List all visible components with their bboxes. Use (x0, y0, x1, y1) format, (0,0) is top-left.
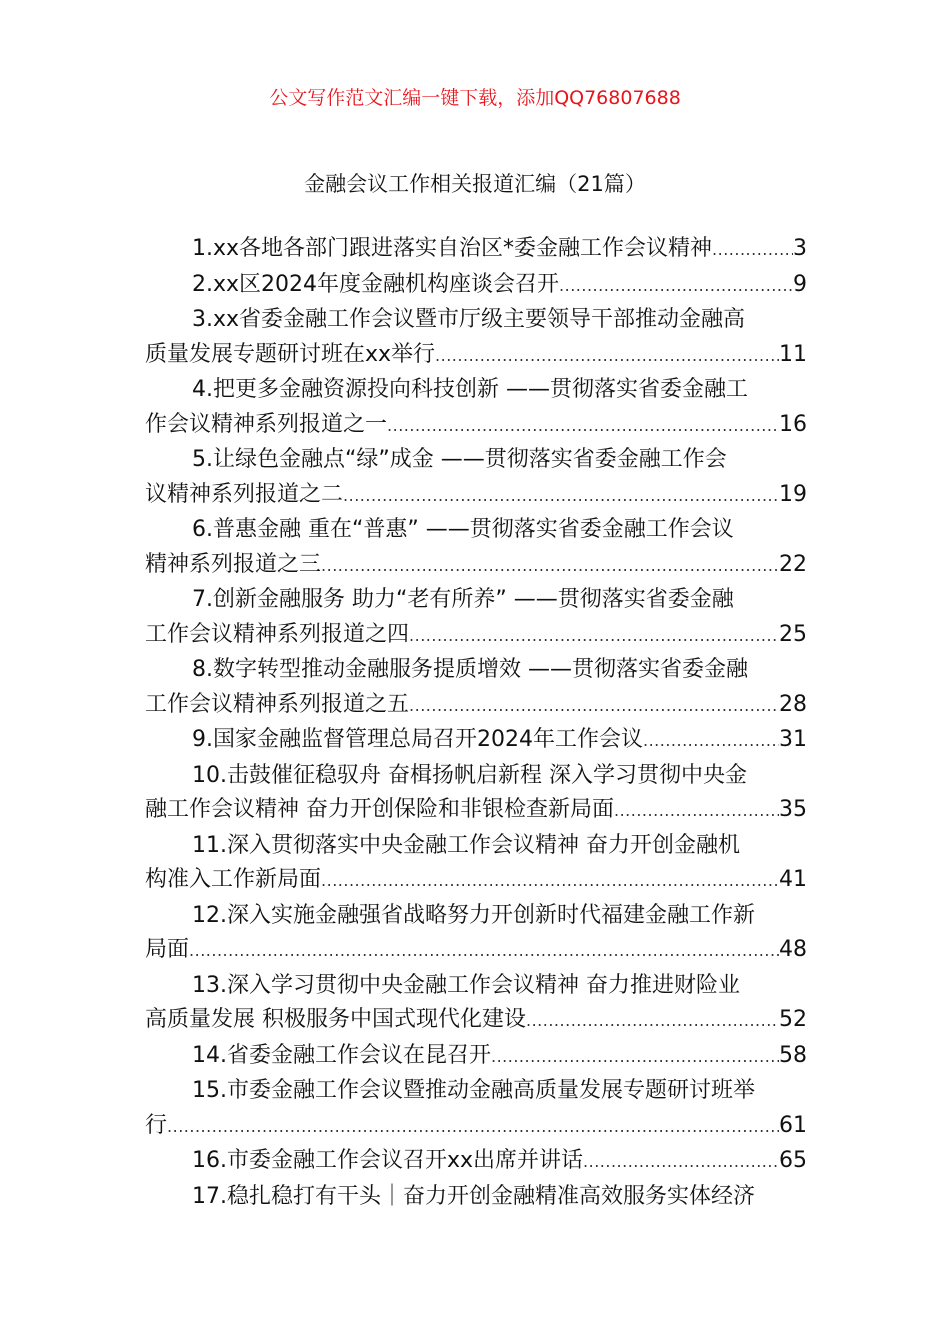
toc-entry[interactable] (145, 373, 807, 443)
toc-entry-title: 作会议精神系列报道之一 (145, 411, 388, 437)
dot-leader (409, 619, 779, 654)
toc-entry-title: 9.国家金融监督管理总局召开2024年工作会议 (192, 727, 643, 752)
dot-leader (387, 409, 779, 444)
toc-entry-title: 12.深入实施金融强省战略努力开创新时代福建金融工作新 (192, 902, 755, 928)
toc-entry-line (145, 478, 807, 514)
toc-page-number: 61 (779, 1112, 807, 1138)
toc-entry-line (145, 1144, 807, 1180)
toc-entry-title: 6.普惠金融 重在“普惠” ——贯彻落实省委金融工作会议 (192, 517, 734, 542)
page-title: 金融会议工作相关报道汇编（21篇） (304, 172, 646, 196)
dot-leader (343, 479, 779, 514)
toc-entry-title: 11.深入贯彻落实中央金融工作会议精神 奋力开创金融机 (192, 832, 740, 858)
toc-entry-title: 13.深入学习贯彻中央金融工作会议精神 奋力推进财险业 (192, 972, 740, 998)
toc-entry[interactable] (145, 1039, 807, 1075)
toc-entry-line (145, 863, 807, 899)
toc-entry[interactable] (145, 759, 807, 829)
toc-entry-line (145, 933, 807, 969)
toc-page-number: 48 (779, 937, 807, 962)
toc-entry[interactable] (145, 232, 807, 268)
dot-leader (491, 1040, 779, 1075)
toc-entry-title: 3.xx省委金融工作会议暨市厅级主要领导干部推动金融高 (192, 307, 746, 332)
toc-entry-title: 10.击鼓催征稳驭舟 奋楫扬帆启新程 深入学习贯彻中央金 (192, 762, 747, 788)
toc-entry-line (145, 408, 807, 444)
toc-page-number: 35 (779, 797, 807, 822)
toc-page-number: 58 (779, 1042, 807, 1068)
toc-entry-line (145, 268, 807, 304)
toc-entry-title: 15.市委金融工作会议暨推动金融高质量发展专题研讨班举 (192, 1078, 755, 1103)
toc-entry-line (145, 793, 807, 829)
dot-leader (189, 934, 779, 969)
dot-leader (559, 269, 793, 304)
toc-entry-line (145, 232, 807, 268)
toc-entry[interactable] (145, 303, 807, 373)
dot-leader (583, 1145, 779, 1180)
dot-leader (643, 724, 779, 759)
toc-entry-title: 1.xx各地各部门跟进落实自治区*委金融工作会议精神 (192, 236, 713, 261)
table-of-contents (145, 232, 807, 1214)
toc-entry-title: 7.创新金融服务 助力“老有所养” ——贯彻落实省委金融 (192, 587, 734, 612)
toc-entry[interactable] (145, 583, 807, 653)
download-banner: 公文写作范文汇编一键下载，添加QQ76807688 (269, 87, 681, 109)
toc-page-number: 19 (779, 481, 807, 507)
toc-entry-title: 精神系列报道之三 (145, 551, 322, 577)
toc-entry[interactable] (145, 1074, 807, 1144)
toc-entry-title: 高质量发展 积极服务中国式现代化建设 (145, 1007, 526, 1032)
toc-entry-title: 质量发展专题研讨班在xx举行 (145, 341, 436, 367)
toc-entry-title: 工作会议精神系列报道之四 (145, 621, 410, 647)
dot-leader (167, 1110, 779, 1145)
toc-entry[interactable] (145, 1180, 807, 1215)
toc-entry-line (145, 723, 807, 759)
toc-entry-title: 构准入工作新局面 (145, 867, 322, 892)
toc-entry-line (145, 688, 807, 724)
toc-entry[interactable] (145, 899, 807, 969)
toc-page-number: 41 (779, 867, 807, 892)
toc-page-number: 16 (779, 411, 807, 437)
toc-entry[interactable] (145, 829, 807, 899)
toc-entry-title: 5.让绿色金融点“绿”成金 ——贯彻落实省委金融工作会 (192, 447, 727, 472)
toc-entry-line (145, 1003, 807, 1039)
toc-entry-title: 工作会议精神系列报道之五 (145, 691, 410, 717)
toc-entry-title: 14.省委金融工作会议在昆召开 (192, 1042, 491, 1068)
toc-entry[interactable] (145, 723, 807, 759)
toc-page-number: 65 (779, 1148, 807, 1173)
toc-entry-line (145, 1039, 807, 1075)
toc-entry-line (145, 1109, 807, 1145)
toc-entry-title: 2.xx区2024年度金融机构座谈会召开 (192, 271, 560, 297)
toc-page-number: 22 (779, 551, 807, 577)
toc-page-number: 52 (779, 1007, 807, 1032)
toc-entry-line (145, 338, 807, 374)
toc-entry-title: 议精神系列报道之二 (145, 481, 344, 507)
dot-leader (614, 794, 779, 829)
toc-entry[interactable] (145, 268, 807, 304)
dot-leader (526, 1004, 779, 1039)
toc-entry-title: 融工作会议精神 奋力开创保险和非银检查新局面 (145, 797, 614, 822)
toc-entry[interactable] (145, 513, 807, 583)
dot-leader (321, 549, 779, 584)
toc-entry-line (145, 618, 807, 654)
toc-entry[interactable] (145, 653, 807, 723)
toc-page-number: 25 (779, 621, 807, 647)
dot-leader (435, 339, 779, 374)
toc-entry[interactable] (145, 969, 807, 1039)
toc-entry-title: 行 (145, 1112, 168, 1138)
toc-page-number: 3 (793, 236, 807, 261)
toc-page-number: 9 (793, 271, 807, 297)
toc-entry-title: 4.把更多金融资源投向科技创新 ——贯彻落实省委金融工 (192, 377, 748, 402)
dot-leader (409, 689, 779, 724)
toc-entry-line (145, 548, 807, 584)
toc-page-number: 31 (779, 727, 807, 752)
toc-entry-title: 8.数字转型推动金融服务提质增效 ——贯彻落实省委金融 (192, 657, 748, 682)
toc-page-number: 11 (779, 341, 807, 367)
dot-leader (712, 233, 793, 268)
toc-entry-title: 16.市委金融工作会议召开xx出席并讲话 (192, 1148, 584, 1173)
toc-page-number: 28 (779, 691, 807, 717)
toc-entry[interactable] (145, 1144, 807, 1180)
dot-leader (321, 864, 779, 899)
toc-entry-title: 局面 (145, 937, 190, 962)
toc-entry-title: 17.稳扎稳打有干头｜奋力开创金融精准高效服务实体经济 (192, 1183, 755, 1209)
toc-entry[interactable] (145, 443, 807, 513)
